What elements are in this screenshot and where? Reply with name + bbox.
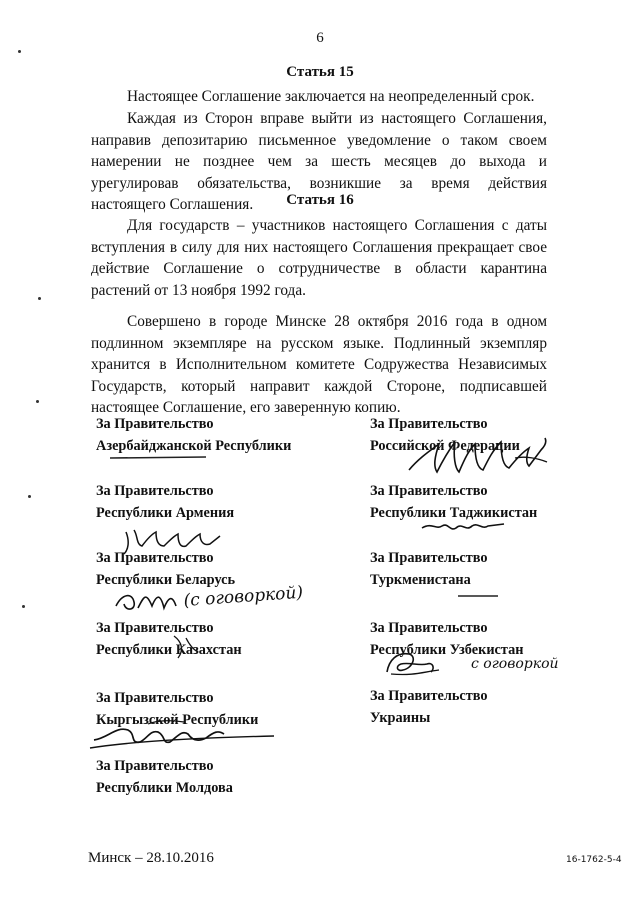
signature-country: Азербайджанской Республики xyxy=(96,438,292,454)
footer-place-date: Минск – 28.10.2016 xyxy=(88,850,214,866)
article-15-heading: Статья 15 xyxy=(286,64,354,80)
signature-kazakhstan xyxy=(168,632,204,662)
signature-label: За Правительство xyxy=(96,483,214,499)
signature-armenia xyxy=(120,520,230,560)
signature-country: Республики Армения xyxy=(96,505,235,521)
signature-country: Республики Таджикистан xyxy=(370,505,538,521)
footer-document-code: 16-1762-5-4 xyxy=(566,855,622,865)
signature-belarus-note: (с оговоркой) xyxy=(182,582,304,611)
article-16-heading: Статья 16 xyxy=(286,192,354,208)
signature-country: Кыргызской Республики xyxy=(96,712,259,728)
signature-turkmenistan xyxy=(456,592,500,600)
signature-block-armenia xyxy=(96,480,234,524)
margin-mark xyxy=(36,400,39,403)
margin-mark xyxy=(22,605,25,608)
margin-mark xyxy=(28,495,31,498)
signature-uzbekistan-note: с оговоркой xyxy=(471,656,559,672)
signature-label: За Правительство xyxy=(96,620,214,636)
article-15-paragraph-2: Каждая из Сторон вправе выйти из настоящего Соглашения, направив депозитарию письменное уведомление о таком своем намерении не позднее чем за шесть месяцев до выхода и урегулировав обязательства, возникшие за время действия настоящего Соглашения. xyxy=(91,110,547,214)
signature-label: За Правительство xyxy=(370,416,488,432)
article-15-paragraph-1: Настоящее Соглашение заключается на неопределенный срок. xyxy=(127,88,535,105)
signature-label: За Правительство xyxy=(96,758,214,774)
signature-country: Республики Беларусь xyxy=(96,572,236,588)
signature-country: Республики Казахстан xyxy=(96,642,242,658)
article-16-paragraph-1: Для государств – участников настоящего Соглашения с даты вступления в силу для них настоящего Соглашения прекращает свое действие Соглашение о сотрудничестве в области карантина растений от 13 ноября 1992 года. xyxy=(91,217,547,299)
signature-label: За Правительство xyxy=(96,690,214,706)
signature-block-ukraine xyxy=(370,685,488,729)
closing-paragraph: Совершено в городе Минске 28 октября 2016 года в одном подлинном экземпляре на русском языке. Подлинный экземпляр хранится в Исполнительном комитете Содружества Независимых Государств, который направит каждой Стороне, подписавшей настоящее Соглашение, его заверенную копию. xyxy=(91,313,547,417)
signature-line-azerbaijan xyxy=(108,452,208,462)
signature-russia xyxy=(405,428,555,484)
signature-label: За Правительство xyxy=(370,550,488,566)
signature-country: Российской Федерации xyxy=(370,438,520,454)
signature-block-moldova xyxy=(96,755,233,799)
signature-country: Республики Молдова xyxy=(96,780,233,796)
signature-country: Украины xyxy=(370,710,431,726)
signature-label: За Правительство xyxy=(370,688,488,704)
signature-country: Туркменистана xyxy=(370,572,471,588)
signature-uzbekistan xyxy=(383,646,583,680)
signature-label: За Правительство xyxy=(96,550,214,566)
signature-tajikistan xyxy=(418,514,508,540)
margin-mark xyxy=(38,297,41,300)
signature-label: За Правительство xyxy=(370,620,488,636)
page-number: 6 xyxy=(316,30,324,46)
signature-label: За Правительство xyxy=(370,483,488,499)
signature-label: За Правительство xyxy=(96,416,214,432)
signature-block-turkmenistan xyxy=(370,547,488,591)
signature-kyrgyzstan xyxy=(88,712,278,756)
signature-country: Республики Узбекистан xyxy=(370,642,524,658)
signature-belarus xyxy=(112,584,322,620)
margin-mark xyxy=(18,50,21,53)
signature-block-azerbaijan xyxy=(96,413,291,457)
